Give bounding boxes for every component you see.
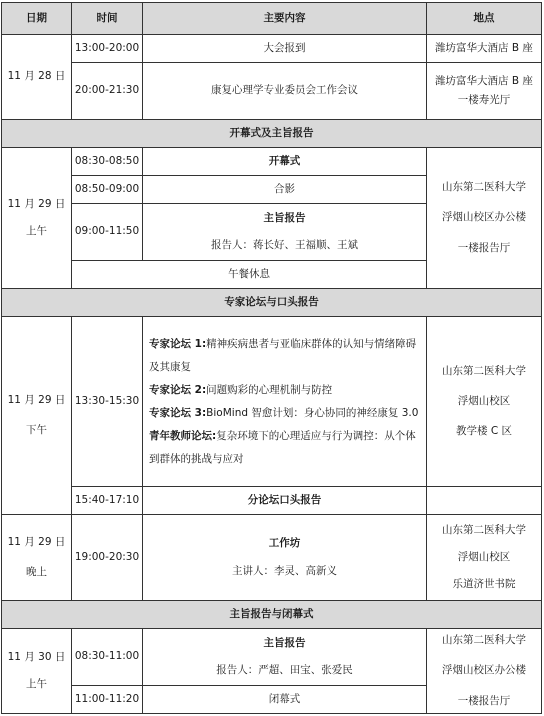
location-cell	[427, 515, 542, 601]
date-line: 11 月 29 日	[7, 197, 66, 210]
time-cell: 13:00-20:00	[72, 35, 143, 63]
table-row	[2, 63, 542, 120]
date-cell	[2, 148, 72, 289]
location-line: 浮烟山校区	[457, 394, 511, 407]
location-cell	[427, 317, 542, 487]
table-row	[2, 515, 542, 601]
content-cell: 康复心理学专业委员会工作会议	[143, 63, 427, 120]
location-line: 浮烟山校区办公楼	[442, 211, 526, 224]
forum-text: 问题购彩的心理机制与防控	[206, 383, 333, 396]
section-row	[2, 120, 542, 148]
date-cell	[2, 629, 72, 714]
header-location: 地点	[427, 3, 542, 35]
location-line: 山东第二医科大学	[442, 634, 526, 647]
forum-text: 复杂环境下的心理适应与行为调控：从个体到群体的挑战与应对	[149, 429, 416, 465]
header-content: 主要内容	[143, 3, 427, 35]
location-line: 浮烟山校区	[457, 550, 511, 563]
section-row	[2, 601, 542, 629]
forum-text: 精神疾病患者与亚临床群体的认知与情绪障碍及其康复	[149, 337, 417, 373]
keynote-speakers: 报告人：蒋长好、王福顺、王斌	[211, 239, 358, 251]
list-item	[149, 402, 422, 425]
lunch-cell: 午餐休息	[72, 261, 427, 289]
date-line: 上午	[26, 678, 47, 690]
section-title: 专家论坛与口头报告	[2, 289, 542, 317]
location-line: 乐道济世书院	[452, 578, 516, 591]
time-cell: 20:00-21:30	[72, 63, 143, 120]
date-cell	[2, 317, 72, 515]
location-cell	[427, 63, 542, 120]
content-cell	[143, 204, 427, 261]
location-line: 一楼报告厅	[457, 241, 511, 254]
date-cell	[2, 515, 72, 601]
date-line: 11 月 30 日	[7, 650, 66, 663]
date-line: 晚上	[26, 565, 47, 578]
table-row	[2, 148, 542, 176]
location-line: 一楼报告厅	[457, 694, 511, 707]
section-title: 主旨报告与闭幕式	[2, 601, 542, 629]
forum-list	[143, 317, 427, 487]
forum-label: 专家论坛 2:	[149, 383, 207, 396]
header-date: 日期	[2, 3, 72, 35]
location-line: 教学楼 C 区	[455, 425, 512, 438]
location-cell	[427, 629, 542, 714]
time-cell: 09:00-11:50	[72, 204, 143, 261]
time-cell: 11:00-11:20	[72, 686, 143, 714]
content-cell	[143, 629, 427, 686]
table-row	[2, 317, 542, 487]
content-cell: 闭幕式	[143, 686, 427, 714]
location-line: 山东第二医科大学	[442, 364, 526, 377]
location-line: 山东第二医科大学	[442, 523, 526, 536]
table-row	[2, 487, 542, 515]
table-row	[2, 35, 542, 63]
header-row	[2, 3, 542, 35]
section-row	[2, 289, 542, 317]
location-cell	[427, 148, 542, 289]
list-item	[149, 425, 422, 471]
schedule-table	[1, 2, 542, 714]
location-line: 浮烟山校区办公楼	[442, 664, 526, 677]
forum-label: 青年教师论坛:	[149, 429, 217, 442]
forum-label: 专家论坛 3:	[149, 406, 207, 419]
time-cell: 19:00-20:30	[72, 515, 143, 601]
forum-label: 专家论坛 1:	[149, 337, 207, 350]
date-line: 上午	[26, 225, 47, 237]
time-cell: 08:30-08:50	[72, 148, 143, 176]
location-line: 潍坊富华大酒店 B 座	[435, 74, 533, 87]
section-title: 开幕式及主旨报告	[2, 120, 542, 148]
list-item	[149, 333, 422, 379]
keynote-speakers: 报告人：严超、田宝、张爱民	[216, 664, 353, 676]
table-row	[2, 629, 542, 686]
location-line: 山东第二医科大学	[442, 181, 526, 194]
content-cell: 大会报到	[143, 35, 427, 63]
time-cell: 13:30-15:30	[72, 317, 143, 487]
location-line: 一楼寿光厅	[457, 94, 511, 106]
workshop-speakers: 主讲人：李灵、高新义	[232, 564, 337, 577]
forum-text: BioMind 智愈计划：身心协同的神经康复 3.0	[206, 406, 419, 419]
location-cell: 潍坊富华大酒店 B 座	[427, 35, 542, 63]
time-cell: 08:30-11:00	[72, 629, 143, 686]
date-cell: 11 月 28 日	[2, 35, 72, 120]
workshop-title: 工作坊	[268, 537, 301, 550]
content-cell	[143, 515, 427, 601]
location-cell	[427, 487, 542, 515]
content-cell: 开幕式	[143, 148, 427, 176]
time-cell: 08:50-09:00	[72, 176, 143, 204]
keynote-title: 主旨报告	[263, 636, 306, 649]
date-line: 下午	[26, 423, 47, 436]
date-line: 11 月 29 日	[7, 394, 66, 407]
header-time: 时间	[72, 3, 143, 35]
keynote-title: 主旨报告	[263, 211, 306, 224]
content-cell: 合影	[143, 176, 427, 204]
time-cell: 15:40-17:10	[72, 487, 143, 515]
date-line: 11 月 29 日	[7, 536, 66, 549]
content-cell: 分论坛口头报告	[143, 487, 427, 515]
list-item	[149, 379, 422, 402]
